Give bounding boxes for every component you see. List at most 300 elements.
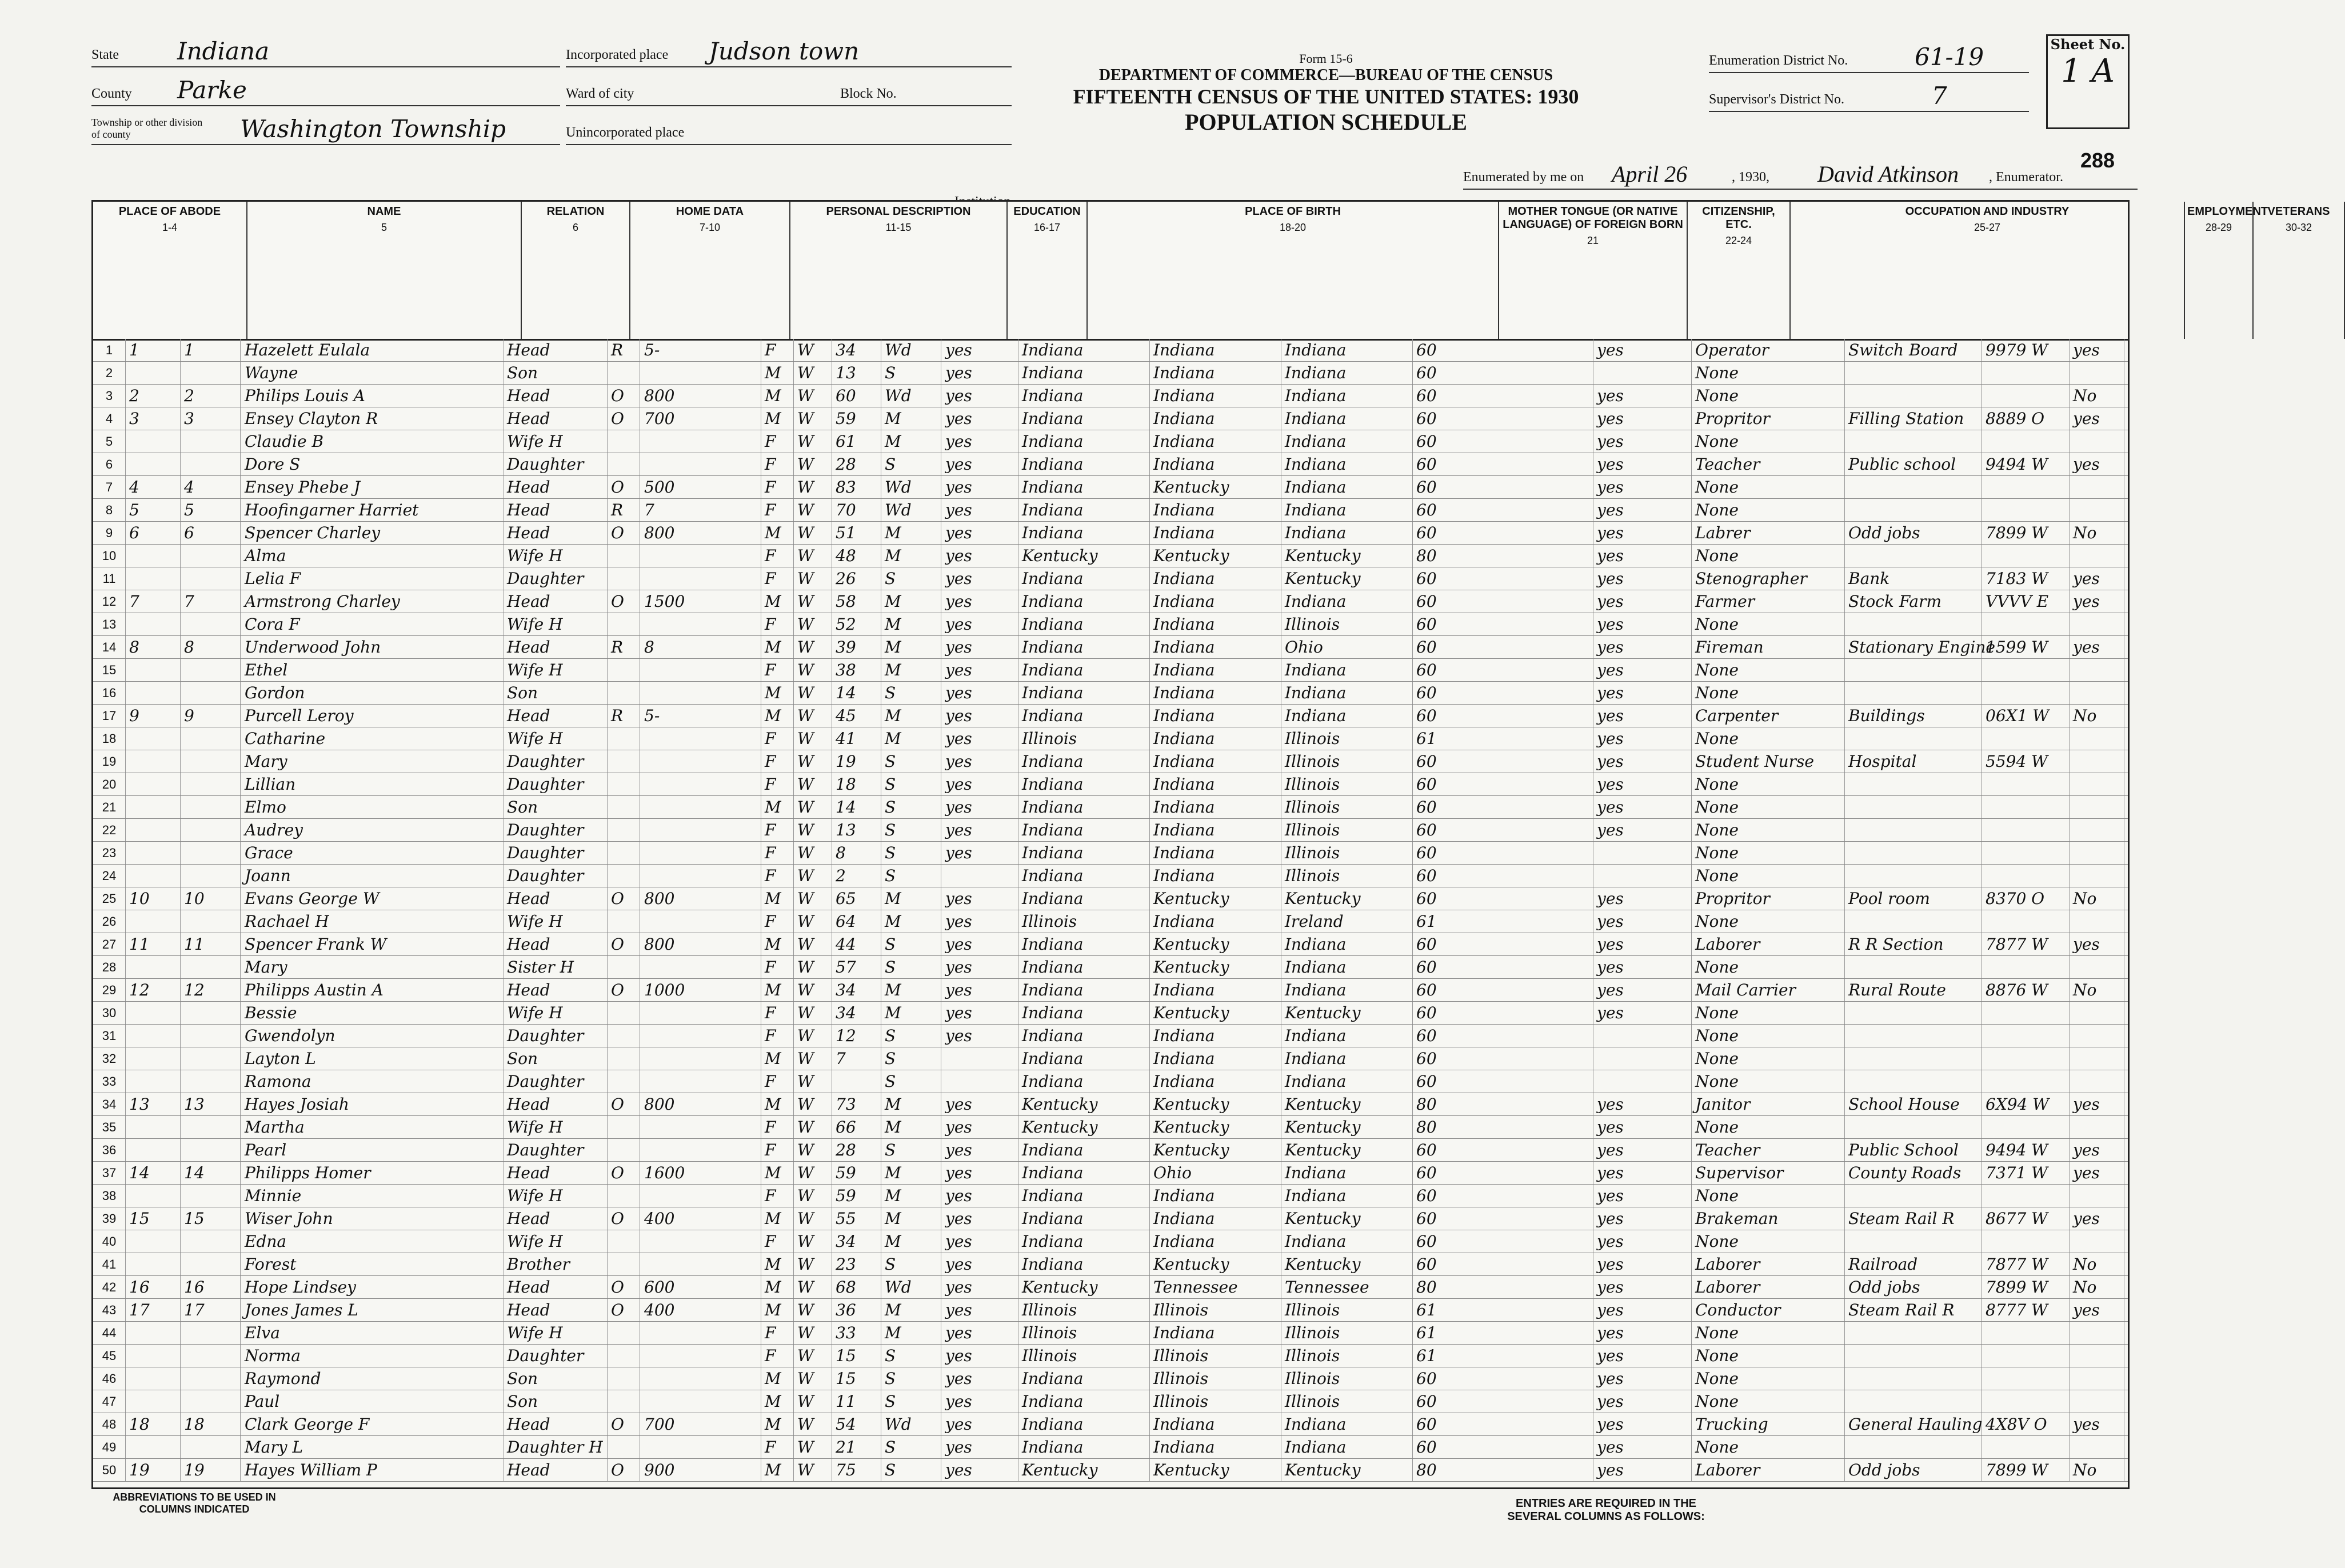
relation-cell: Head (504, 1162, 608, 1184)
employment-cell (2070, 1390, 2124, 1413)
father-birthplace-cell: Indiana (1150, 979, 1281, 1001)
supervisor-value: 7 (1932, 82, 1947, 110)
speaks-english-cell: yes (1593, 956, 1692, 978)
home-value-cell (641, 1025, 761, 1047)
industry-cell (1845, 1390, 1982, 1413)
speaks-english-cell: yes (1593, 1390, 1692, 1413)
sex-cell: F (761, 727, 794, 750)
employment-cell: No (2070, 979, 2124, 1001)
home-value-cell (641, 659, 761, 681)
line-number-cell: 20 (93, 773, 126, 795)
dwelling-number-cell: 12 (126, 979, 181, 1001)
unincorporated-label: Unincorporated place (566, 125, 685, 140)
sheet-value: 1 A (2061, 53, 2115, 90)
occupation-code-cell: 7877 W (1982, 1253, 2070, 1275)
occupation-code-cell: 8876 W (1982, 979, 2070, 1001)
employment-cell: No (2070, 1276, 2124, 1298)
family-number-cell (181, 956, 241, 978)
can-read-cell: yes (942, 1139, 1018, 1161)
birthplace-cell: Kentucky (1018, 1093, 1150, 1115)
home-owned-cell (608, 1345, 640, 1367)
marital-status-cell: S (881, 682, 941, 704)
family-number-cell: 9 (181, 705, 241, 727)
father-birthplace-cell: Indiana (1150, 1185, 1281, 1207)
mother-birthplace-cell: Indiana (1281, 1185, 1413, 1207)
table-row (93, 1436, 2128, 1459)
township-value: Washington Township (240, 115, 506, 143)
line-number-cell: 46 (93, 1367, 126, 1390)
marital-status-cell: M (881, 430, 941, 453)
family-number-cell (181, 1322, 241, 1344)
industry-cell (1845, 865, 1982, 887)
person-name-cell: Mary L (241, 1436, 504, 1458)
occupation-cell: None (1692, 499, 1845, 521)
father-birthplace-cell: Indiana (1150, 590, 1281, 613)
person-name-cell: Ensey Phebe J (241, 476, 504, 498)
mother-birthplace-cell: Indiana (1281, 956, 1413, 978)
column-group-title: MOTHER TONGUE (OR NATIVE LANGUAGE) OF FOREIGN BORN (1503, 205, 1683, 231)
occupation-cell: Propritor (1692, 407, 1845, 430)
page-number: 288 (2080, 149, 2115, 172)
employment-cell (2070, 956, 2124, 978)
father-birthplace-cell: Indiana (1150, 385, 1281, 407)
column-number: 25-27 (1974, 222, 2001, 233)
marital-status-cell: S (881, 865, 941, 887)
can-read-cell: yes (942, 1299, 1018, 1321)
line-number-cell: 5 (93, 430, 126, 453)
home-value-cell (641, 819, 761, 841)
mother-birthplace-cell: Indiana (1281, 385, 1413, 407)
marital-status-cell: S (881, 1436, 941, 1458)
dwelling-number-cell (126, 910, 181, 933)
family-number-cell (181, 659, 241, 681)
occupation-code-cell (1982, 910, 2070, 933)
enum-district-field (1709, 40, 2029, 73)
birth-code-cell: 80 (1413, 1093, 1593, 1115)
home-value-cell (641, 362, 761, 384)
birth-code-cell: 60 (1413, 705, 1593, 727)
home-owned-cell: R (608, 705, 640, 727)
footer (91, 1491, 2126, 1554)
column-group-title: PLACE OF BIRTH (1245, 205, 1341, 218)
birth-code-cell: 60 (1413, 1002, 1593, 1024)
dwelling-number-cell: 6 (126, 522, 181, 544)
family-number-cell (181, 1436, 241, 1458)
relation-cell: Daughter (504, 865, 608, 887)
relation-cell: Wife H (504, 910, 608, 933)
speaks-english-cell: yes (1593, 910, 1692, 933)
speaks-english-cell: yes (1593, 1367, 1692, 1390)
race-cell: W (794, 636, 832, 658)
dwelling-number-cell (126, 1322, 181, 1344)
sex-cell: F (761, 819, 794, 841)
industry-cell: Buildings (1845, 705, 1982, 727)
race-cell: W (794, 590, 832, 613)
occupation-code-cell: 7371 W (1982, 1162, 2070, 1184)
race-cell: W (794, 1390, 832, 1413)
line-number-cell: 1 (93, 339, 126, 361)
mother-birthplace-cell: Indiana (1281, 362, 1413, 384)
can-read-cell: yes (942, 1436, 1018, 1458)
race-cell: W (794, 1322, 832, 1344)
sex-cell: F (761, 430, 794, 453)
marital-status-cell: S (881, 1367, 941, 1390)
table-row (93, 842, 2128, 865)
relation-cell: Wife H (504, 545, 608, 567)
line-number-cell: 36 (93, 1139, 126, 1161)
family-number-cell: 12 (181, 979, 241, 1001)
home-value-cell (641, 1253, 761, 1275)
employment-cell: yes (2070, 1139, 2124, 1161)
table-row (93, 1207, 2128, 1230)
column-group-title: NAME (367, 205, 401, 218)
industry-cell: Public School (1845, 1139, 1982, 1161)
home-owned-cell (608, 1230, 640, 1253)
occupation-cell: None (1692, 682, 1845, 704)
family-number-cell (181, 1002, 241, 1024)
dwelling-number-cell (126, 865, 181, 887)
person-name-cell: Audrey (241, 819, 504, 841)
occupation-cell: None (1692, 545, 1845, 567)
can-read-cell: yes (942, 659, 1018, 681)
birth-code-cell: 60 (1413, 682, 1593, 704)
relation-cell: Head (504, 1459, 608, 1481)
age-cell: 48 (832, 545, 881, 567)
mother-birthplace-cell: Illinois (1281, 613, 1413, 635)
relation-cell: Daughter (504, 1139, 608, 1161)
can-read-cell: yes (942, 430, 1018, 453)
occupation-code-cell (1982, 499, 2070, 521)
dwelling-number-cell (126, 727, 181, 750)
marital-status-cell: Wd (881, 1276, 941, 1298)
mother-birthplace-cell: Ohio (1281, 636, 1413, 658)
relation-cell: Head (504, 887, 608, 910)
line-number-cell: 27 (93, 933, 126, 955)
birth-code-cell: 60 (1413, 1162, 1593, 1184)
header-mid (566, 34, 1012, 151)
occupation-code-cell (1982, 956, 2070, 978)
occupation-cell: Janitor (1692, 1093, 1845, 1115)
line-number-cell: 42 (93, 1276, 126, 1298)
marital-status-cell: S (881, 567, 941, 590)
occupation-cell: None (1692, 1025, 1845, 1047)
occupation-code-cell (1982, 385, 2070, 407)
marital-status-cell: M (881, 887, 941, 910)
can-read-cell: yes (942, 567, 1018, 590)
birth-code-cell: 80 (1413, 1116, 1593, 1138)
person-name-cell: Elmo (241, 796, 504, 818)
birth-code-cell: 60 (1413, 933, 1593, 955)
employment-cell (2070, 1070, 2124, 1093)
person-name-cell: Hope Lindsey (241, 1276, 504, 1298)
age-cell: 33 (832, 1322, 881, 1344)
race-cell: W (794, 727, 832, 750)
mother-birthplace-cell: Indiana (1281, 705, 1413, 727)
race-cell: W (794, 522, 832, 544)
line-number-cell: 2 (93, 362, 126, 384)
marital-status-cell: S (881, 933, 941, 955)
line-number-cell: 40 (93, 1230, 126, 1253)
can-read-cell: yes (942, 727, 1018, 750)
race-cell: W (794, 1367, 832, 1390)
column-group-header (93, 202, 247, 339)
sex-cell: M (761, 590, 794, 613)
speaks-english-cell: yes (1593, 659, 1692, 681)
marital-status-cell: S (881, 819, 941, 841)
family-number-cell: 11 (181, 933, 241, 955)
dwelling-number-cell (126, 1025, 181, 1047)
speaks-english-cell: yes (1593, 1162, 1692, 1184)
county-value: Parke (177, 76, 247, 104)
home-value-cell (641, 796, 761, 818)
age-cell: 44 (832, 933, 881, 955)
birth-code-cell: 60 (1413, 750, 1593, 773)
birth-code-cell: 60 (1413, 773, 1593, 795)
mother-birthplace-cell: Illinois (1281, 865, 1413, 887)
speaks-english-cell: yes (1593, 750, 1692, 773)
person-name-cell: Philipps Homer (241, 1162, 504, 1184)
occupation-cell: None (1692, 1070, 1845, 1093)
person-name-cell: Forest (241, 1253, 504, 1275)
line-number-cell: 35 (93, 1116, 126, 1138)
father-birthplace-cell: Kentucky (1150, 1002, 1281, 1024)
relation-cell: Son (504, 1367, 608, 1390)
occupation-code-cell: 9979 W (1982, 339, 2070, 361)
state-value: Indiana (177, 37, 270, 65)
relation-cell: Son (504, 362, 608, 384)
home-value-cell (641, 453, 761, 475)
home-value-cell: 400 (641, 1299, 761, 1321)
age-cell: 45 (832, 705, 881, 727)
race-cell: W (794, 1230, 832, 1253)
race-cell: W (794, 956, 832, 978)
industry-cell (1845, 1002, 1982, 1024)
race-cell: W (794, 865, 832, 887)
occupation-cell: Propritor (1692, 887, 1845, 910)
employment-cell (2070, 499, 2124, 521)
relation-cell: Daughter (504, 842, 608, 864)
relation-cell: Wife H (504, 659, 608, 681)
home-owned-cell (608, 682, 640, 704)
father-birthplace-cell: Indiana (1150, 339, 1281, 361)
family-number-cell (181, 1390, 241, 1413)
speaks-english-cell: yes (1593, 682, 1692, 704)
can-read-cell: yes (942, 1345, 1018, 1367)
birthplace-cell: Kentucky (1018, 1276, 1150, 1298)
industry-cell: Switch Board (1845, 339, 1982, 361)
supervisor-label: Supervisor's District No. (1709, 92, 1844, 107)
line-number-cell: 22 (93, 819, 126, 841)
marital-status-cell: M (881, 705, 941, 727)
dwelling-number-cell (126, 613, 181, 635)
race-cell: W (794, 1459, 832, 1481)
line-number-cell: 10 (93, 545, 126, 567)
column-group-header (790, 202, 1008, 339)
occupation-code-cell: 8777 W (1982, 1299, 2070, 1321)
employment-cell: No (2070, 385, 2124, 407)
occupation-cell: Carpenter (1692, 705, 1845, 727)
table-row (93, 567, 2128, 590)
marital-status-cell: S (881, 796, 941, 818)
industry-cell (1845, 819, 1982, 841)
relation-cell: Head (504, 1207, 608, 1230)
can-read-cell: yes (942, 956, 1018, 978)
birthplace-cell: Kentucky (1018, 1116, 1150, 1138)
sheet-label: Sheet No. (2050, 36, 2126, 53)
home-owned-cell (608, 750, 640, 773)
occupation-code-cell (1982, 1047, 2070, 1070)
industry-cell (1845, 1322, 1982, 1344)
birth-code-cell: 80 (1413, 545, 1593, 567)
table-row (93, 659, 2128, 682)
line-number-cell: 14 (93, 636, 126, 658)
mother-birthplace-cell: Illinois (1281, 842, 1413, 864)
incorporated-label: Incorporated place (566, 47, 669, 62)
ward-field (566, 73, 1012, 106)
table-row (93, 773, 2128, 796)
dwelling-number-cell (126, 659, 181, 681)
occupation-cell: Fireman (1692, 636, 1845, 658)
father-birthplace-cell: Indiana (1150, 750, 1281, 773)
race-cell: W (794, 1207, 832, 1230)
relation-cell: Head (504, 1413, 608, 1435)
state-label: State (91, 47, 119, 62)
person-name-cell: Martha (241, 1116, 504, 1138)
relation-cell: Son (504, 1390, 608, 1413)
home-value-cell: 600 (641, 1276, 761, 1298)
home-owned-cell: O (608, 1276, 640, 1298)
family-number-cell (181, 613, 241, 635)
can-read-cell (942, 865, 1018, 887)
person-name-cell: Underwood John (241, 636, 504, 658)
speaks-english-cell: yes (1593, 1253, 1692, 1275)
mother-birthplace-cell: Indiana (1281, 476, 1413, 498)
can-read-cell: yes (942, 613, 1018, 635)
birthplace-cell: Indiana (1018, 1185, 1150, 1207)
industry-cell: County Roads (1845, 1162, 1982, 1184)
mother-birthplace-cell: Kentucky (1281, 1207, 1413, 1230)
relation-cell: Wife H (504, 1002, 608, 1024)
birthplace-cell: Illinois (1018, 1299, 1150, 1321)
marital-status-cell: M (881, 1185, 941, 1207)
person-name-cell: Raymond (241, 1367, 504, 1390)
occupation-cell: Supervisor (1692, 1162, 1845, 1184)
person-name-cell: Grace (241, 842, 504, 864)
line-number-cell: 6 (93, 453, 126, 475)
person-name-cell: Mary (241, 956, 504, 978)
birthplace-cell: Indiana (1018, 362, 1150, 384)
age-cell: 60 (832, 385, 881, 407)
industry-cell (1845, 1025, 1982, 1047)
occupation-cell: None (1692, 659, 1845, 681)
race-cell: W (794, 842, 832, 864)
father-birthplace-cell: Indiana (1150, 362, 1281, 384)
home-owned-cell: O (608, 1459, 640, 1481)
person-name-cell: Cora F (241, 613, 504, 635)
dwelling-number-cell (126, 1139, 181, 1161)
home-owned-cell (608, 1025, 640, 1047)
marital-status-cell: S (881, 1345, 941, 1367)
incorporated-field (566, 34, 1012, 67)
person-name-cell: Ethel (241, 659, 504, 681)
home-value-cell: 1600 (641, 1162, 761, 1184)
home-owned-cell (608, 910, 640, 933)
sex-cell: F (761, 567, 794, 590)
mother-birthplace-cell: Indiana (1281, 430, 1413, 453)
speaks-english-cell: yes (1593, 522, 1692, 544)
age-cell: 15 (832, 1345, 881, 1367)
marital-status-cell: Wd (881, 1413, 941, 1435)
marital-status-cell: S (881, 1390, 941, 1413)
industry-cell (1845, 727, 1982, 750)
occupation-code-cell (1982, 1002, 2070, 1024)
column-number: 11-15 (885, 222, 912, 233)
occupation-code-cell (1982, 682, 2070, 704)
family-number-cell (181, 1367, 241, 1390)
father-birthplace-cell: Indiana (1150, 727, 1281, 750)
mother-birthplace-cell: Indiana (1281, 1436, 1413, 1458)
line-number-cell: 50 (93, 1459, 126, 1481)
can-read-cell: yes (942, 796, 1018, 818)
relation-cell: Son (504, 682, 608, 704)
occupation-code-cell (1982, 1322, 2070, 1344)
enum-district-value: 61-19 (1915, 43, 1984, 71)
relation-cell: Head (504, 705, 608, 727)
person-name-cell: Wayne (241, 362, 504, 384)
table-row (93, 453, 2128, 476)
mother-birthplace-cell: Ireland (1281, 910, 1413, 933)
occupation-code-cell: 5594 W (1982, 750, 2070, 773)
mother-birthplace-cell: Indiana (1281, 499, 1413, 521)
sex-cell: M (761, 1093, 794, 1115)
race-cell: W (794, 796, 832, 818)
dwelling-number-cell (126, 430, 181, 453)
home-owned-cell (608, 1436, 640, 1458)
father-birthplace-cell: Indiana (1150, 1322, 1281, 1344)
table-row (93, 1230, 2128, 1253)
can-read-cell: yes (942, 636, 1018, 658)
occupation-code-cell (1982, 1436, 2070, 1458)
age-cell: 70 (832, 499, 881, 521)
sex-cell: M (761, 705, 794, 727)
person-name-cell: Layton L (241, 1047, 504, 1070)
person-name-cell: Evans George W (241, 887, 504, 910)
table-row (93, 476, 2128, 499)
home-value-cell (641, 865, 761, 887)
occupation-code-cell (1982, 1367, 2070, 1390)
home-owned-cell (608, 1367, 640, 1390)
employment-cell: No (2070, 887, 2124, 910)
occupation-code-cell (1982, 1185, 2070, 1207)
home-value-cell (641, 567, 761, 590)
age-cell: 28 (832, 453, 881, 475)
home-value-cell: 800 (641, 385, 761, 407)
age-cell: 34 (832, 1002, 881, 1024)
state-field (91, 34, 560, 67)
father-birthplace-cell: Indiana (1150, 910, 1281, 933)
birth-code-cell: 60 (1413, 407, 1593, 430)
table-row (93, 522, 2128, 545)
age-cell: 34 (832, 339, 881, 361)
speaks-english-cell (1593, 362, 1692, 384)
person-name-cell: Norma (241, 1345, 504, 1367)
employment-cell: No (2070, 1253, 2124, 1275)
can-read-cell: yes (942, 499, 1018, 521)
race-cell: W (794, 1276, 832, 1298)
family-number-cell (181, 910, 241, 933)
dwelling-number-cell: 17 (126, 1299, 181, 1321)
birthplace-cell: Indiana (1018, 1162, 1150, 1184)
